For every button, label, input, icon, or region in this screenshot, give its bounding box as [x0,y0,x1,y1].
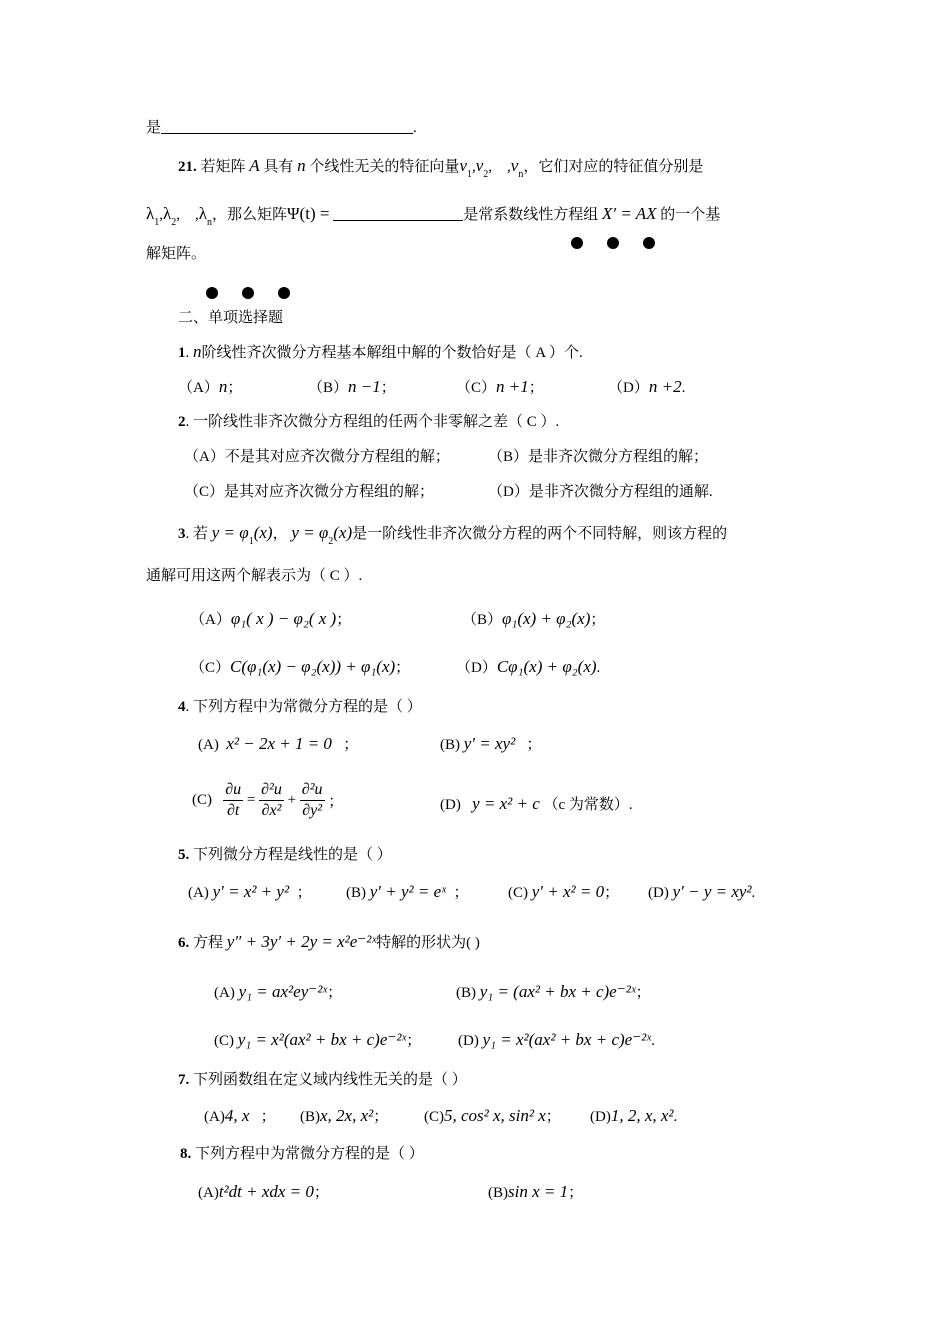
q5-option-b: (B) y′ + y² = eˣ ； [346,882,469,901]
bullet-dot [278,287,290,299]
q7-option-a: (A)4, x ； [204,1106,276,1125]
q6-option-b: (B) y₁ = (ax² + bx + c)e⁻²ˣ； [456,982,651,1001]
bullet-dot [571,237,583,249]
question-number: 6. [178,935,190,951]
q3-stem-line2: 通解可用这两个解表示为（ C ）. [146,568,363,584]
q6-option-a: (A) y₁ = ax²ey⁻²ˣ； [214,982,343,1001]
q3-option-c: （C）C(φ₁(x) − φ₂(x)) + φ₁(x)； [190,657,411,676]
question-number: 21. [178,159,197,175]
bullet-dot [607,237,619,249]
question-number: 1 [178,345,186,361]
bullet-dot [242,287,254,299]
question-number: 5. [178,847,190,863]
q5-option-a: (A) y′ = x² + y² ； [188,882,312,901]
bullet-dot [643,237,655,249]
question-number: 7. [178,1072,190,1088]
q4-option-a: (A) x² − 2x + 1 = 0 ； [198,734,359,753]
q3-option-b: （B）φ₁(x) + φ₂(x)； [462,609,606,628]
q5-stem: 5. 下列微分方程是线性的是（ ） [178,847,392,863]
answer-blank-21 [333,206,463,221]
q5-option-d: (D) y′ − y = xy². [648,882,756,901]
q7-stem: 7. 下列函数组在定义域内线性无关的是（ ） [178,1072,467,1088]
q8-stem: 8. 下列方程中为常微分方程的是（ ） [180,1146,424,1162]
question-number: 2 [178,414,186,430]
q21-line2: $\lambda_1,\lambda_2$, $,\lambda_n$，那么矩阵Ψ(t) = 是常系数线性方程组 X′ = AX 的一个基 [146,204,721,228]
question-number: 4 [178,699,186,715]
q20-tail: 是 . [146,120,417,136]
bullet-dot [206,287,218,299]
q2-option-a: （A）不是其对应齐次微分方程组的解； [184,449,450,465]
q4-option-d: (D) y = x² + c （c 为常数）. [440,794,633,813]
q4-option-c: (C) $\frac{\partial u}{\partial t}$ = $\frac{\text{∂²u}}{\text{∂x²}}$ + $\frac{\text{∂²u}}{\text{∂y²}}$ ； [192,781,344,819]
q6-option-c: (C) y₁ = x²(ax² + bx + c)e⁻²ˣ； [214,1030,422,1049]
q2-stem: 2. 一阶线性非齐次微分方程组的任两个非零解之差（ C ）. [178,414,560,430]
question-number: 8. [180,1146,192,1162]
q1-option-d: （D）n +2. [608,377,686,396]
q4-stem: 4. 下列方程中为常微分方程的是（ ） [178,699,422,715]
q7-option-c: (C)5, cos² x, sin² x； [424,1106,561,1125]
q2-option-c: （C）是其对应齐次微分方程组的解； [184,484,435,500]
q5-option-c: (C) y′ + x² = 0； [508,882,620,901]
q1-stem: 1. n阶线性齐次微分方程基本解组中解的个数恰好是（ A ）个. [178,342,583,361]
q4-option-b: (B) y′ = xy² ； [440,734,542,753]
q7-option-b: (B)x, 2x, x²； [300,1106,389,1125]
q1-option-c: （C）n +1； [456,377,544,396]
q1-option-a: （A）n； [178,377,243,396]
q2-option-d: （D）是非齐次微分方程组的通解. [488,484,713,500]
section-title: 二、单项选择题 [178,310,284,326]
q21-line3: 解矩阵。 [146,246,207,262]
q21-line1: 21. 若矩阵 A 具有 n 个线性无关的特征向量$v_1,v_2$, $,v_n$，它们对应的特征值分别是 [178,156,704,180]
q1-option-b: （B）n −1； [308,377,396,396]
q8-option-a: (A)t²dt + xdx = 0； [198,1182,329,1201]
q8-option-b: (B)sin x = 1； [488,1182,584,1201]
q3-stem-line1: 3. 若 $y = \varphi_1(x)$， $y = \varphi_2(x)$是一阶线性非齐次微分方程的两个不同特解，则该方程的 [178,523,728,547]
q6-option-d: (D) y₁ = x²(ax² + bx + c)e⁻²ˣ. [458,1030,655,1049]
q3-option-a: （A）φ₁( x ) − φ₂( x )； [190,609,352,628]
question-number: 3 [178,526,186,542]
q7-option-d: (D)1, 2, x, x². [590,1106,678,1125]
q3-option-d: （D）Cφ₁(x) + φ₂(x). [456,657,601,676]
q2-option-b: （B）是非齐次微分方程组的解； [488,449,709,465]
answer-blank-20 [161,119,413,134]
q20-tail-text: 是 [146,120,162,136]
q6-stem: 6. 方程 y″ + 3y′ + 2y = x²e⁻²ˣ特解的形状为( ) [178,932,480,951]
